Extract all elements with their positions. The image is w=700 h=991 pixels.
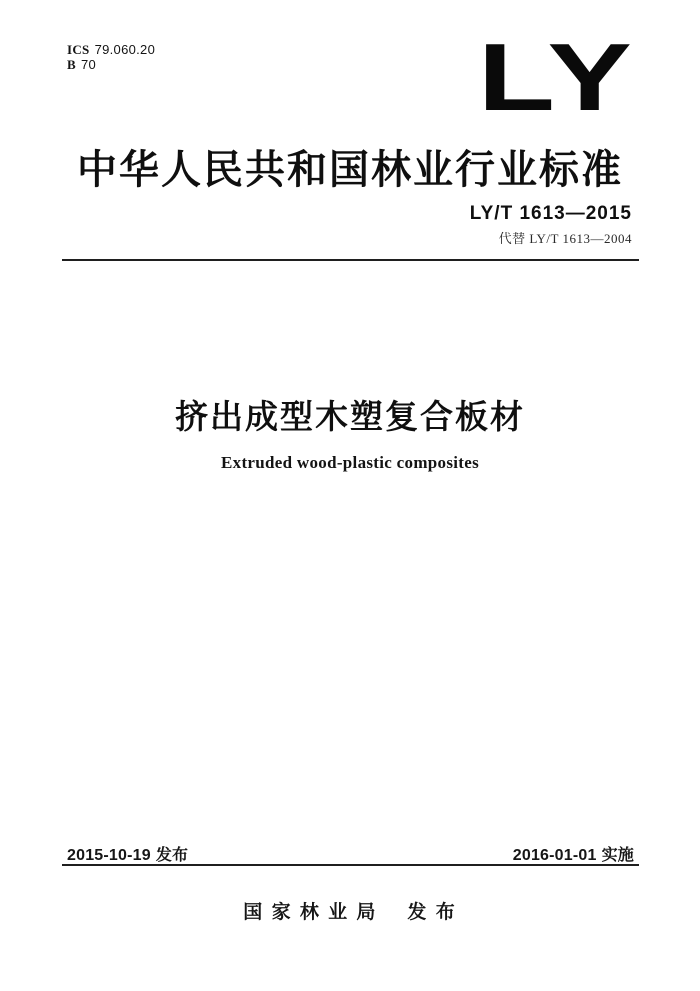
standard-code-block: [470, 203, 632, 247]
replaces-note: 代替 LY/T 1613—2004: [498, 231, 632, 246]
bottom-divider: [62, 864, 639, 866]
document-title-chinese: 挤出成型木塑复合板材: [175, 398, 525, 435]
ics-line: [67, 42, 155, 57]
document-title-english: Extruded wood-plastic composites: [221, 453, 479, 472]
series-title: 中华人民共和国林业行业标准: [77, 148, 623, 192]
publisher-row: [0, 897, 700, 924]
classification-block: [67, 42, 155, 72]
ics-value: 79.060.20: [94, 42, 156, 57]
publish-action-label: 发 布: [407, 902, 457, 923]
ly-logo: LY: [477, 24, 636, 131]
top-divider: [62, 259, 639, 261]
implement-label: 实施: [601, 847, 634, 864]
class-line: [67, 57, 155, 72]
issue-label: 发布: [155, 847, 189, 864]
ics-label: ICS: [67, 42, 90, 57]
class-value: 70: [80, 57, 97, 72]
implement-date-group: [513, 842, 634, 865]
issue-date-group: [67, 842, 188, 865]
implement-date: 2016-01-01: [512, 847, 597, 864]
class-label: B: [67, 57, 76, 72]
publisher-name: 国 家 林 业 局: [243, 902, 378, 923]
dates-row: [67, 842, 634, 865]
standard-code: LY/T 1613—2015: [469, 203, 632, 224]
issue-date: 2015-10-19: [67, 847, 151, 864]
